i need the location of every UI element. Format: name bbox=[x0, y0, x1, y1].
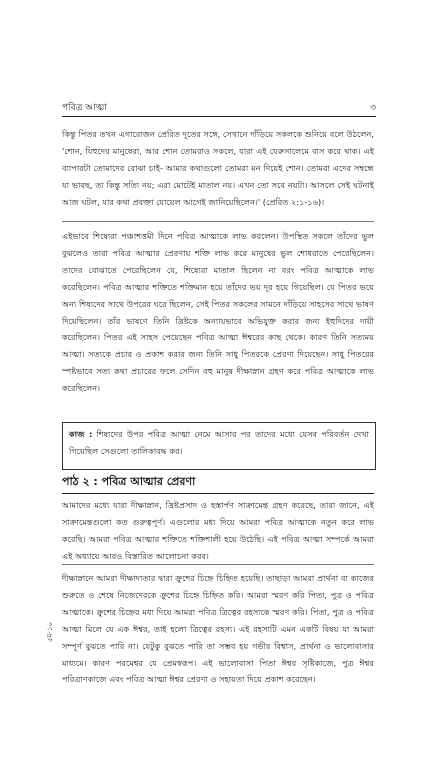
side-print-code: ৫ম-১০ bbox=[46, 621, 54, 642]
paragraph-text: কিন্তু পিতর তখন এগারোজন প্রেরিত দূতের সঙ্গে, সেখানে দাঁড়িয়ে সকলকে শুনিয়ে বলে উঠলেন, 'শোন, যিহুদের মানুষেরা, আর শোন তোমরাও সকলে, যারা এই যেরুসালেমে বাস করে থাক। এই ব্যাপারটা তোমাদের বোঝা চাই- আমার কথাগুলো তোমরা মন দিয়েই শোন। তোমরা এদের সম্বন্ধে যা ভাবছ, তা কিন্তু সত্যি নয়; এরা মোটেই মাতাল নয়। এখন তো সবে নয়টা। আসলে সেই ঘটনাই আজ ঘটল, যার কথা প্রবক্তা যোয়েল আগেই জানিয়েছিলেন।' (প্রেরিত ২:১-১৬)। bbox=[62, 129, 374, 207]
task-label: কাজ : bbox=[69, 429, 93, 439]
paragraph-text: আমাদের মধ্যে যারা দীক্ষাস্নান, খ্রিষ্টপ্রসাদ ও হস্তার্পণ সাক্রামেন্ত গ্রহণ করেছে, তারা জানে, এই সাক্রামেন্তগুলো কত গুরুত্বপূর্ণ। এগুলোর মধ্য দিয়ে আমরা পবিত্র আত্মাকে নতুন করে লাভ করেছি। আমরা পবিত্র আত্মার শক্তিতে শক্তিশালী হয়ে উঠেছি। এই পবিত্র আত্মা সম্পর্কে আমরা এই অধ্যায়ে আরও বিস্তারিত আলোচনা করব। bbox=[62, 500, 374, 561]
paragraph-text: দীক্ষাস্নানে আমরা দীক্ষাদাতার দ্বারা ক্রুশের চিহ্নে চিহ্নিত হয়েছি। তাছাড়া আমরা প্রার্থনা বা কাজের শুরুতে ও শেষে নিজেদেরকে ক্রুশের চিহ্নে চিহ্নিত করি। আমরা স্মরণ করি পিতা, পুত্র ও পবিত্র আত্মাকে। ক্রুশের চিহ্নের মধ্য দিয়ে আমরা পবিত্র ত্রিত্বের রহস্যকে স্মরণ করি। পিতা, পুত্র ও পবিত্র আত্মা মিলে যে এক ঈশ্বর, তাই হলো ত্রিত্বের রহস্য। এই রহস্যটি এমন একটি বিষয় যা আমরা সম্পূর্ণ বুঝতে পারি না। যেটুকু বুঝতে পারি তা সম্ভব হয় গভীর বিশ্বাস, প্রার্থনা ও ভালোবাসার মাধ্যমে। কারণ পরমেশ্বর যে প্রেমস্বরূপ। এই ভালোবাসা পিতা ঈশ্বর সৃষ্টিকাজে, পুত্র ঈশ্বর পরিত্রাণকাজে এবং পবিত্র আত্মা ঈশ্বর প্রেরণা ও সহায়তা দিয়ে প্রকাশ করেছেন। bbox=[62, 573, 374, 685]
section-divider bbox=[62, 221, 374, 222]
paragraph-trinity bbox=[62, 570, 374, 688]
paragraph-pentecost bbox=[62, 228, 374, 397]
paragraph-sacraments bbox=[62, 497, 374, 565]
task-box bbox=[62, 422, 376, 470]
page-number: ৩ bbox=[370, 103, 376, 113]
section-divider bbox=[62, 564, 374, 565]
paragraph-peter-speech bbox=[62, 126, 374, 211]
header-title: পবিত্র আত্মা bbox=[62, 103, 107, 113]
lesson-heading: পাঠ ২ : পবিত্র আত্মার প্রেরণা bbox=[62, 473, 374, 494]
running-header bbox=[62, 98, 376, 117]
paragraph-text: এইভাবে শিষ্যেরা পঞ্চাশত্তমী দিনে পবিত্র আত্মাকে লাভ করলেন। উপস্থিত সকলে তাঁদের ভুল বুঝলেও তারা পবিত্র আত্মার প্রেরণায় শক্তি লাভ করে মানুষের ভুল শোধরাতে পেরেছিলেন। তাদের বোঝাতে পেরেছিলেন যে, শিষ্যেরা মাতাল ছিলেন না বরং পবিত্র আত্মাকে লাভ করেছিলেন। পবিত্র আত্মার শক্তিতে শক্তিমান হয়ে তাঁদের ভয় দূর হয়ে গিয়েছিল। যে পিতর ভয়ে অন্য শিষ্যদের সাথে উপরের ঘরে ছিলেন, সেই পিতর সকলের সামনে দাঁড়িয়ে সাহসের সাথে ভাষণ দিয়েছিলেন। তাঁর ভাষণে তিনি খ্রিষ্টকে অন্যায়ভাবে অভিযুক্ত করার জন্য ইহুদিদের দায়ী করেছিলেন। পিতর এই সাহস পেয়েছেন পবিত্র আত্মা ঈশ্বরের কাছ থেকে। কারণ তিনি সত্যময় আত্মা। সত্যকে প্রচার ও প্রকাশ করার জন্য তিনি সাধু পিতরকে প্রেরণা দিয়েছেন। সাধু পিতরের স্পষ্টভাবে সত্য কথা প্রচারের ফলে সেদিন বহু মানুষ দীক্ষাস্নান গ্রহণ করে পবিত্র আত্মাকে লাভ করেছিলেন। bbox=[62, 231, 374, 394]
task-text: শিষ্যদের উপর পবিত্র আত্মা নেমে আসার পর তাদের মধ্যে যেসব পরিবর্তন দেখা গিয়েছিল সেগুলো তালিকাবদ্ধ কর। bbox=[69, 429, 369, 456]
